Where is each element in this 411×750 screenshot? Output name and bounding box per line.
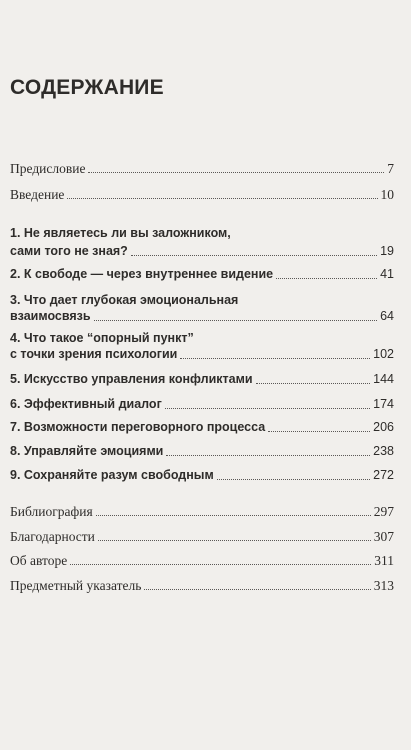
toc-entry-about-author [10,552,394,569]
toc-entry-label: Введение [10,187,65,202]
toc-entry-page: 297 [373,504,394,519]
leader-dots [180,357,370,359]
toc-entry-page: 64 [380,309,394,323]
toc-entry-page: 19 [380,244,394,258]
toc-entry-introduction [10,186,394,203]
toc-entry-label: 6. Эффективный диалог [10,397,162,411]
toc-entry-page: 144 [373,372,394,386]
toc-entry-page: 10 [380,187,394,202]
toc-entry-page: 206 [373,420,394,434]
toc-entry-page: 311 [374,553,394,568]
leader-dots [131,254,377,256]
toc-entry-index [10,577,394,594]
toc-entry-label: 7. Возможности переговорного процесса [10,420,266,434]
toc-entry-page: 174 [373,397,394,411]
leader-dots [88,171,384,173]
toc-entry-label: взаимосвязь [10,309,91,323]
toc-entry-label: сами того не зная? [10,244,128,258]
toc-entry-label: Предисловие [10,161,86,176]
toc-entry-preface [10,160,394,177]
toc-entry-bibliography [10,503,394,520]
toc-entry-chapter-5 [10,371,394,388]
toc-entry-label: Предметный указатель [10,578,142,593]
leader-dots [144,588,370,590]
toc-entry-chapter-3 [10,308,394,325]
toc-entry-chapter-1-line-1: 1. Не являетесь ли вы заложником, [10,226,231,240]
toc-entry-page: 102 [373,347,394,361]
toc-entry-label: Библиография [10,504,93,519]
toc-entry-acknowledgements [10,528,394,545]
leader-dots [94,319,378,321]
leader-dots [217,478,370,480]
toc-entry-label: 8. Управляйте эмоциями [10,444,164,458]
toc-entry-chapter-1 [10,243,394,260]
toc-entry-label: 2. К свободе — через внутреннее видение [10,267,274,281]
toc-entry-label: 5. Искусство управления конфликтами [10,372,253,386]
toc-entry-page: 7 [387,161,394,176]
toc-entry-chapter-9 [10,467,394,484]
toc-entry-page: 272 [373,468,394,482]
page-title: СОДЕРЖАНИЕ [10,76,164,99]
toc-entry-chapter-6 [10,396,394,413]
toc-entry-page: 238 [373,444,394,458]
toc-entry-label: Благодарности [10,529,95,544]
leader-dots [165,407,370,409]
toc-entry-chapter-3-line-1: 3. Что дает глубокая эмоциональная [10,293,239,307]
leader-dots [70,563,371,565]
toc-entry-chapter-2 [10,266,394,283]
toc-entry-chapter-4 [10,346,394,363]
toc-entry-chapter-8 [10,443,394,460]
toc-entry-label: с точки зрения психологии [10,347,178,361]
leader-dots [166,454,370,456]
toc-entry-label: 9. Сохраняйте разум свободным [10,468,214,482]
leader-dots [268,430,370,432]
leader-dots [96,514,371,516]
toc-entry-page: 307 [373,529,394,544]
toc-entry-page: 41 [380,267,394,281]
toc-entry-page: 313 [373,578,394,593]
leader-dots [98,539,371,541]
leader-dots [67,197,377,199]
toc-entry-chapter-4-line-1: 4. Что такое “опорный пункт” [10,331,194,345]
leader-dots [276,277,377,279]
toc-entry-label: Об авторе [10,553,68,568]
leader-dots [256,382,371,384]
toc-entry-chapter-7 [10,419,394,436]
